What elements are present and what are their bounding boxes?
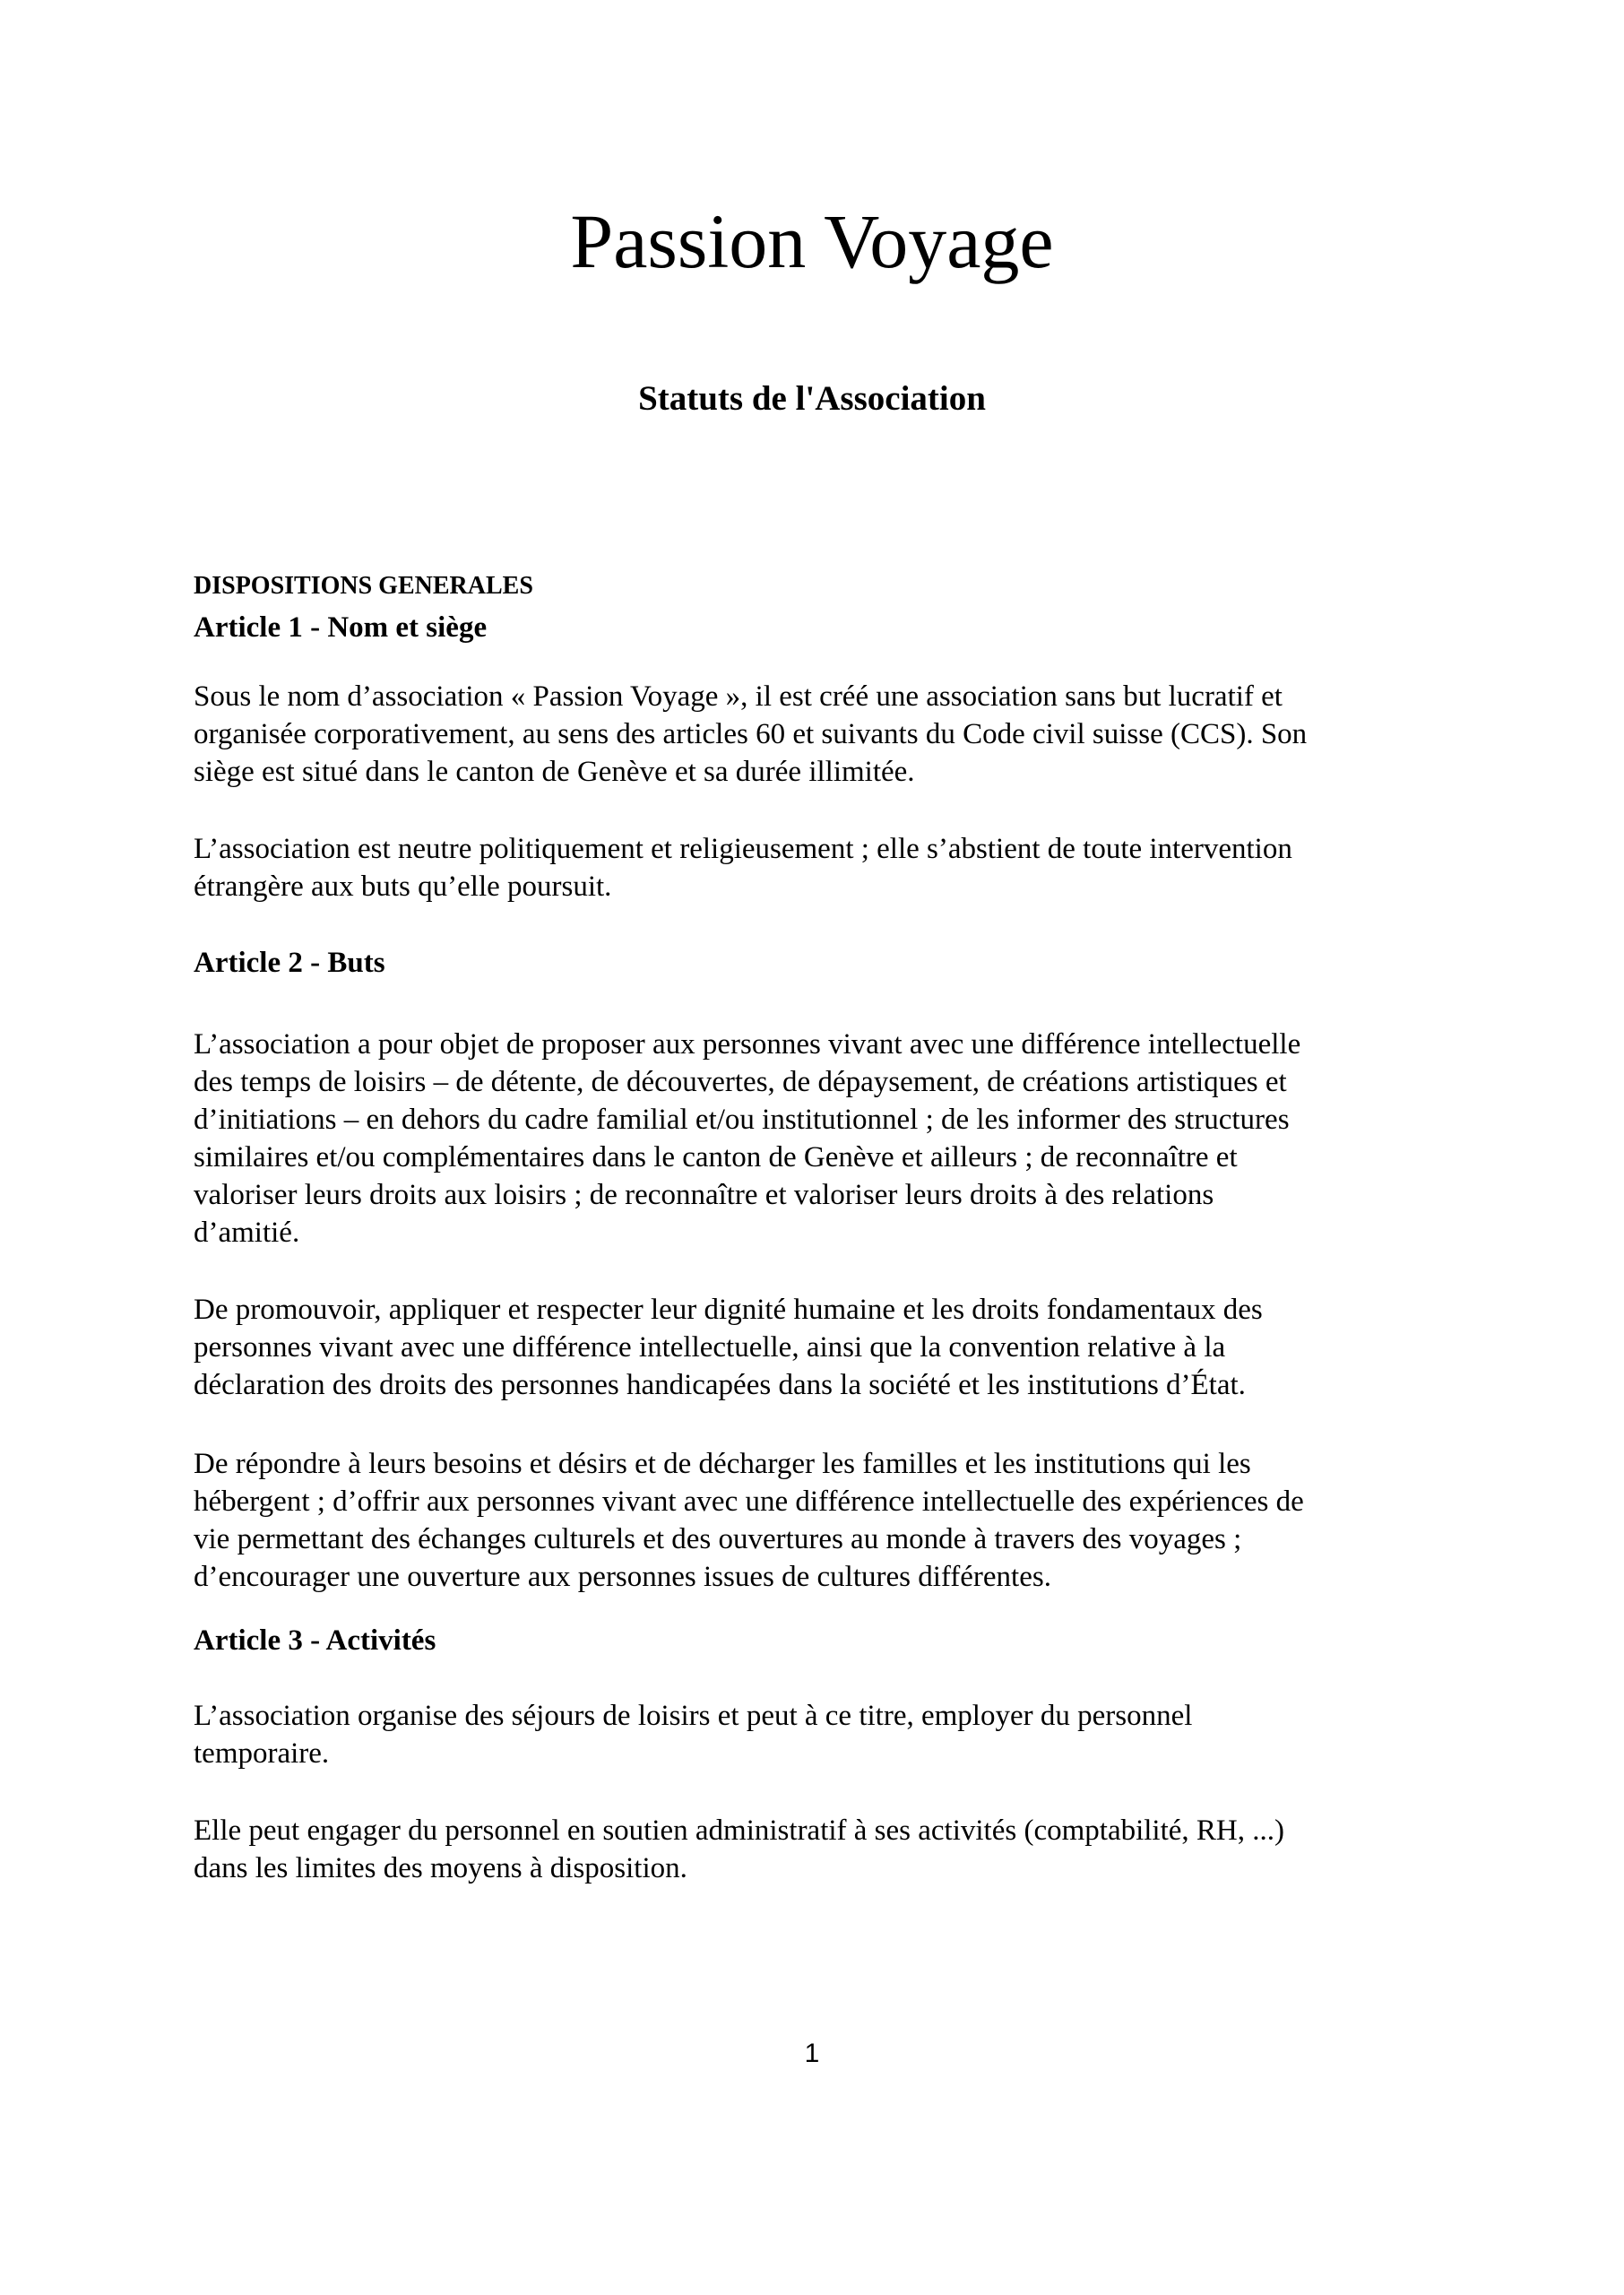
paragraph-line: d’encourager une ouverture aux personnes issues de cultures différentes. <box>194 1561 1051 1593</box>
paragraph-line: d’initiations – en dehors du cadre familial et/ou institutionnel ; de les informer des structures <box>194 1104 1290 1136</box>
paragraph-line: organisée corporativement, au sens des articles 60 et suivants du Code civil suisse (CCS). Son <box>194 718 1308 750</box>
paragraph-line: d’amitié. <box>194 1217 300 1249</box>
paragraph-line: L’association organise des séjours de loisirs et peut à ce titre, employer du personnel <box>194 1700 1193 1732</box>
document-title: Passion Voyage <box>570 198 1054 284</box>
page-number: 1 <box>804 2039 820 2068</box>
article-3-heading: Article 3 - Activités <box>194 1624 436 1657</box>
paragraph-line: Elle peut engager du personnel en soutien administratif à ses activités (comptabilité, RH, ...) <box>194 1814 1284 1847</box>
paragraph-line: similaires et/ou complémentaires dans le canton de Genève et ailleurs ; de reconnaître et <box>194 1141 1238 1173</box>
paragraph-line: siège est situé dans le canton de Genève et sa durée illimitée. <box>194 756 915 788</box>
paragraph-line: vie permettant des échanges culturels et des ouvertures au monde à travers des voyages ; <box>194 1523 1242 1555</box>
paragraph-line: déclaration des droits des personnes handicapées dans la société et les institutions d’État. <box>194 1369 1246 1401</box>
paragraph-line: Sous le nom d’association « Passion Voyage », il est créé une association sans but lucratif et <box>194 680 1283 713</box>
paragraph-line: dans les limites des moyens à disposition. <box>194 1852 687 1884</box>
paragraph-line: De répondre à leurs besoins et désirs et de décharger les familles et les institutions qui les <box>194 1448 1251 1480</box>
paragraph-line: L’association a pour objet de proposer aux personnes vivant avec une différence intellectuelle <box>194 1028 1301 1061</box>
paragraph-line: personnes vivant avec une différence intellectuelle, ainsi que la convention relative à la <box>194 1331 1226 1364</box>
paragraph-line: hébergent ; d’offrir aux personnes vivant avec une différence intellectuelle des expériences de <box>194 1485 1304 1518</box>
paragraph-line: L’association est neutre politiquement et religieusement ; elle s’abstient de toute intervention <box>194 833 1292 865</box>
article-1-heading: Article 1 - Nom et siège <box>194 611 488 644</box>
paragraph-line: De promouvoir, appliquer et respecter leur dignité humaine et les droits fondamentaux des <box>194 1294 1263 1326</box>
paragraph-line: des temps de loisirs – de détente, de découvertes, de dépaysement, de créations artistiques et <box>194 1066 1287 1098</box>
paragraph-line: temporaire. <box>194 1737 330 1770</box>
section-heading: DISPOSITIONS GENERALES <box>194 572 533 600</box>
paragraph-line: étrangère aux buts qu’elle poursuit. <box>194 870 612 903</box>
document-subtitle: Statuts de l'Association <box>638 379 986 418</box>
article-2-heading: Article 2 - Buts <box>194 947 385 979</box>
paragraph-line: valoriser leurs droits aux loisirs ; de reconnaître et valoriser leurs droits à des relations <box>194 1179 1214 1211</box>
